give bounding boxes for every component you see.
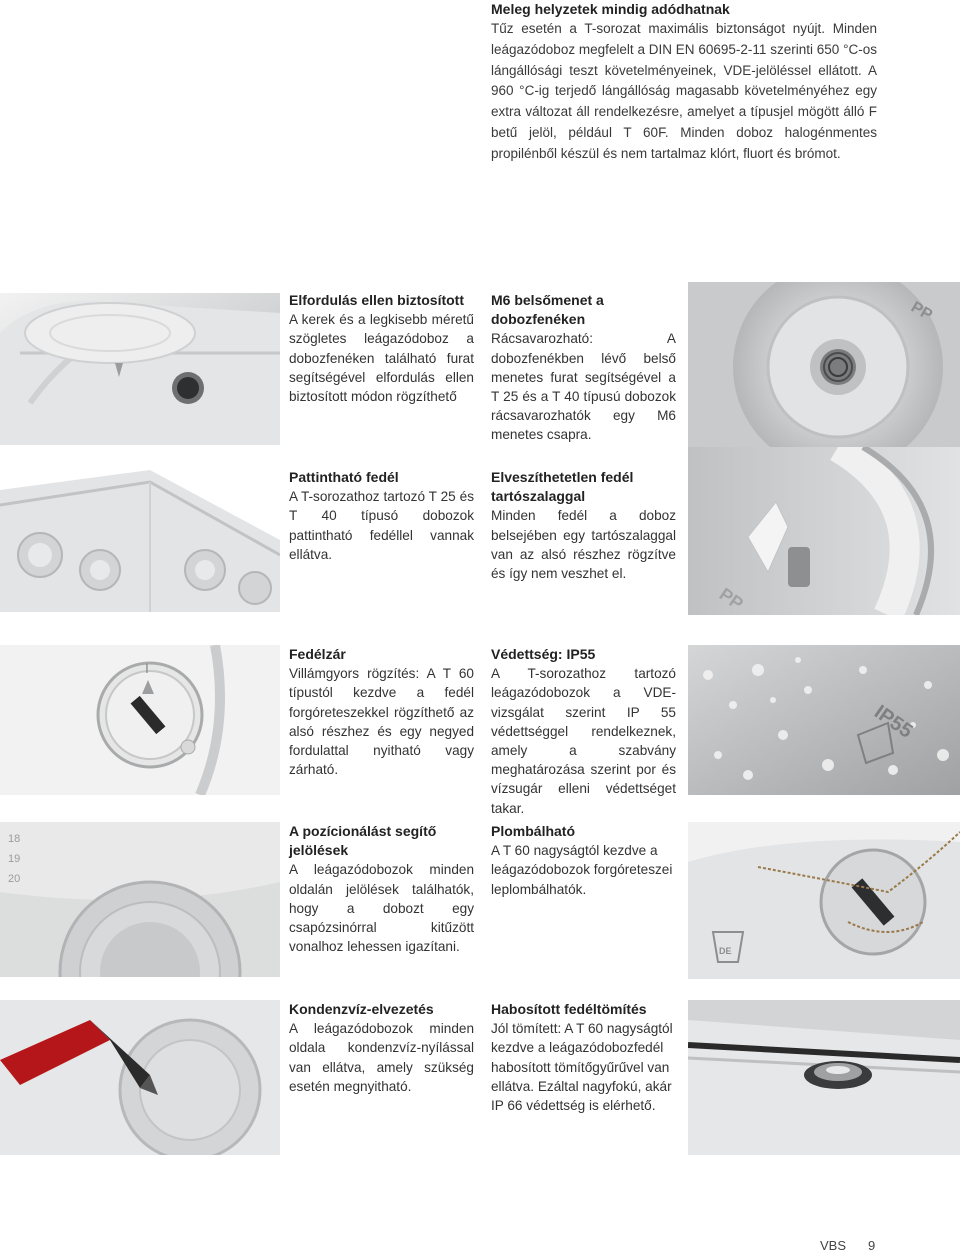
photo-label-scale-20: 20	[8, 873, 21, 885]
photo-snap-lid	[0, 460, 280, 612]
photo-m6-thread	[688, 282, 960, 447]
feature-captive-text: Minden fedél a doboz belsejében egy tartószalaggal van az alsó részhez rögzítve és így nem veszhet el.	[491, 508, 676, 582]
photo-label-scale-18: 18	[8, 833, 21, 845]
photo-position-marks	[0, 822, 280, 977]
feature-marks-text: A leágazódobozok minden oldalán jelölések találhatók, hogy a dobozt egy csapózsinórral kitűzött vonalhoz lehessen igazítani.	[289, 862, 474, 955]
photo-label-scale-19: 19	[8, 853, 21, 865]
photo-seal-wire	[688, 822, 960, 979]
feature-m6-text: Rácsavarozható: A dobozfenékben lévő belső menetes furat segítségével a T 25 és a T 40 típusú dobozok rácsavarozhatók egy M6 menetes csapra.	[491, 331, 676, 443]
feature-captive-title: Elveszíthetetlen fedél tartószalaggal	[491, 469, 634, 505]
photo-label-vde: DE	[719, 946, 732, 956]
feature-m6-title: M6 belsőmenet a dobozfenéken	[491, 292, 604, 328]
feature-ip55-text: A T-sorozathoz tartozó leágazódobozok a VDE-vizsgálat szerint IP 55 védettséggel rendelkeznek, amely a szabvány meghatározása szerint por és vízsugár elleni védettséget takar.	[491, 666, 676, 816]
photo-rotation-hole	[0, 293, 280, 445]
feature-rotation	[289, 291, 474, 406]
feature-gasket	[491, 1000, 676, 1115]
photo-label-lock-mark: I	[145, 660, 149, 676]
feature-marks	[289, 822, 474, 956]
feature-condensate	[289, 1000, 474, 1096]
photo-condensate	[0, 1000, 280, 1155]
feature-captive	[491, 468, 676, 583]
intro-section	[491, 0, 877, 165]
intro-title: Meleg helyzetek mindig adódhatnak	[491, 1, 730, 17]
feature-condensate-title: Kondenzvíz-elvezetés	[289, 1001, 434, 1017]
feature-marks-title: A pozícionálást segítő jelölések	[289, 823, 437, 859]
feature-rotation-title: Elfordulás ellen biztosított	[289, 292, 465, 308]
feature-ip55	[491, 645, 676, 818]
feature-lock-text: Villámgyors rögzítés: A T 60 típustól kezdve a fedél forgóreteszekkel rögzíthető az alsó részhez és egy negyed fordulattal nyitható vagy zárható.	[289, 666, 474, 778]
feature-m6	[491, 291, 676, 445]
feature-snap-title: Pattintható fedél	[289, 469, 399, 485]
feature-ip55-title: Védettség: IP55	[491, 646, 596, 662]
photo-label-pp-lid: PP	[715, 583, 747, 615]
feature-snap	[289, 468, 474, 564]
photo-lid-lock	[0, 645, 280, 795]
page-number: 9	[868, 1238, 876, 1253]
feature-gasket-text: Jól tömített: A T 60 nagyságtól kezdve a leágazódobozfedél habosított tömítőgyűrűvel van ellátva. Ezáltal nagyfokú, akár IP 66 védettség is elérhető.	[491, 1021, 673, 1114]
photo-ip55-droplets	[688, 645, 960, 795]
feature-condensate-text: A leágazódobozok minden oldala kondenzvíz-nyílással van ellátva, amely szükség esetén megnyitható.	[289, 1021, 474, 1094]
photo-label-pp-top: PP	[908, 298, 935, 325]
feature-rotation-text: A kerek és a legkisebb méretű szögletes leágazódoboz a dobozfenéken található furat segítségével elfordulás ellen biztosított módon rögzíthető	[289, 312, 474, 405]
photo-gasket	[688, 1000, 960, 1155]
feature-gasket-title: Habosított fedéltömítés	[491, 1001, 647, 1017]
intro-body: Tűz esetén a T-sorozat maximális biztonságot nyújt. Minden leágazódoboz megfelelt a DIN EN 60695-2-11 szerinti 650 °C-os lángállósági teszt követelményeinek, VDE-jelöléssel ellátott. A 960 °C-ig terjedő lángállóság magasabb követelményéhez egy extra változat áll rendelkezésre, amelyet a típusjel mögött álló F betű jelöl, például T 60F. Minden doboz halogénmentes propilénből készül és nem tartalmaz klórt, fluort és brómot.	[491, 21, 877, 161]
feature-lock-title: Fedélzár	[289, 646, 346, 662]
feature-snap-text: A T-sorozathoz tartozó T 25 és T 40 típusó dobozok pattintható fedéllel vannak ellátva.	[289, 489, 474, 562]
feature-seal-text: A T 60 nagyságtól kezdve a leágazódobozok forgóreteszei leplombálhatók.	[491, 843, 673, 897]
feature-seal-title: Plombálható	[491, 823, 576, 839]
photo-label-ip55: IP55	[870, 701, 917, 743]
feature-seal	[491, 822, 676, 899]
feature-lock	[289, 645, 474, 779]
footer-brand: VBS	[820, 1238, 847, 1253]
photo-captive-strap	[688, 447, 960, 615]
